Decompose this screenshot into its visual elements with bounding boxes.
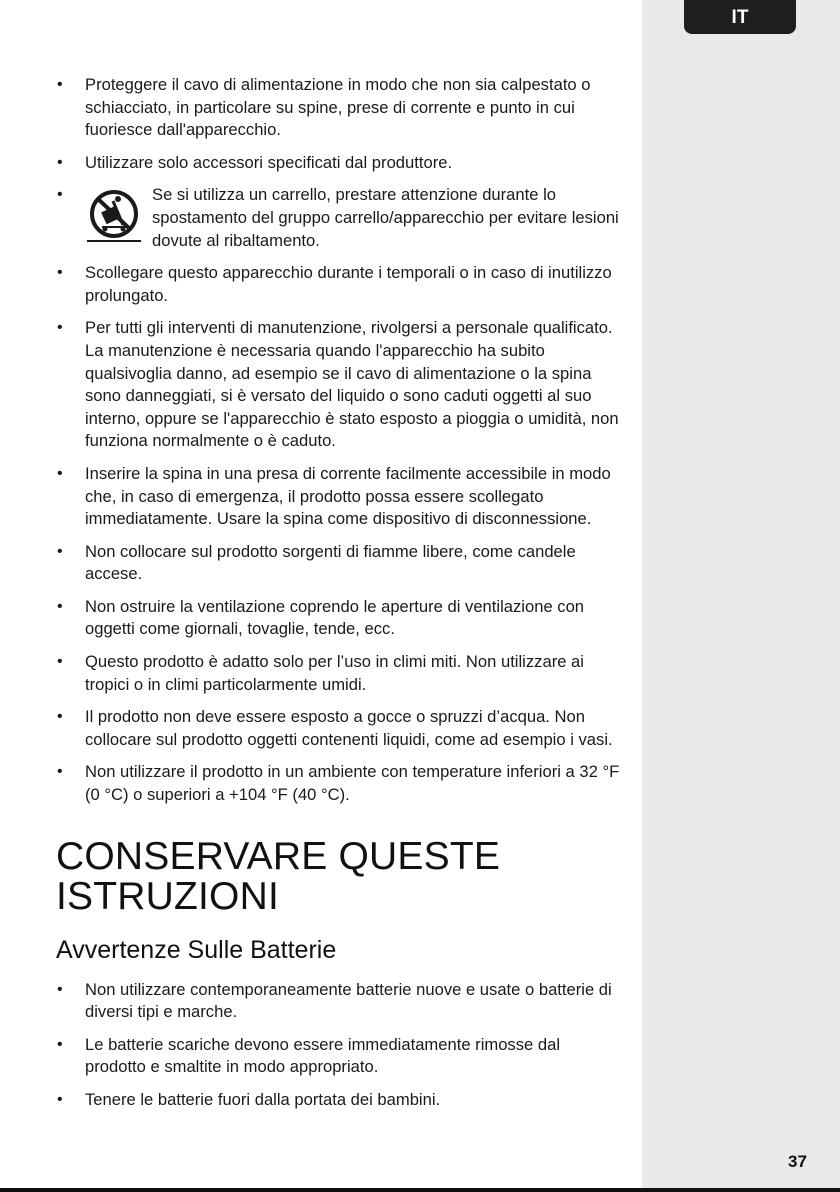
list-item: • Questo prodotto è adatto solo per l’uso in climi miti. Non utilizzare ai tropici o in climi particolarmente umidi. bbox=[57, 652, 584, 694]
battery-heading: Avvertenze Sulle Batterie bbox=[56, 935, 337, 964]
cart-warning-row: Se si utilizza un carrello, prestare attenzione durante lo spostamento del gruppo carrello/apparecchio per evitare lesioni dovute al ribaltamento. bbox=[85, 184, 624, 252]
bullet-icon: • bbox=[57, 153, 63, 171]
bullet-icon: • bbox=[57, 264, 63, 282]
list-item: • Il prodotto non deve essere esposto a gocce o spruzzi d’acqua. Non collocare sul prodotto oggetti contenenti liquidi, come ad esempio i vasi. bbox=[57, 707, 613, 749]
list-item: • Non utilizzare contemporaneamente batterie nuove e usate o batterie di diversi tipi e marche. bbox=[57, 979, 612, 1022]
bullet-icon: • bbox=[57, 542, 63, 560]
bullet-icon: • bbox=[57, 76, 63, 93]
list-item: • Proteggere il cavo di alimentazione in modo che non sia calpestato o schiacciato, in particolare su spine, prese di corrente e punto in cui fuoriesce dall'apparecchio. bbox=[57, 75, 591, 140]
bullet-icon: • bbox=[57, 763, 63, 781]
bullet-icon: • bbox=[57, 1035, 63, 1053]
main-heading-line2: ISTRUZIONI bbox=[56, 874, 279, 918]
bullet-icon: • bbox=[57, 464, 63, 482]
safety-list bbox=[56, 74, 624, 807]
main-heading-line1: CONSERVARE QUESTE bbox=[56, 834, 501, 878]
page-number: 37 bbox=[788, 1152, 807, 1171]
cart-tip-over-warning-icon bbox=[85, 187, 143, 245]
list-item: • Non collocare sul prodotto sorgenti di fiamme libere, come candele accese. bbox=[57, 541, 576, 584]
battery-list bbox=[56, 979, 624, 1112]
list-item: • Non utilizzare il prodotto in un ambiente con temperature inferiori a 32 °F (0 °C) o superiori a +104 °F (40 °C). bbox=[57, 762, 620, 805]
bottom-divider bbox=[0, 1188, 840, 1192]
bullet-icon: • bbox=[57, 708, 63, 726]
bullet-icon: • bbox=[57, 319, 63, 337]
page-content bbox=[56, 74, 624, 1122]
list-item: • Non ostruire la ventilazione coprendo le aperture di ventilazione con oggetti come giornali, tovaglie, tende, ecc. bbox=[57, 596, 585, 639]
list-item: • Per tutti gli interventi di manutenzione, rivolgersi a personale qualificato. La manutenzione è necessaria quando l'apparecchio ha subito qualsivoglia danno, ad esempio se il cavo di alimentazione o la spina sono danneggiati, si è versato del liquido o sono caduti oggetti al suo interno, oppure se l'apparecchio è stato esposto a pioggia o umidità, non funziona normalmente o è caduto. bbox=[57, 318, 619, 451]
bullet-icon: • bbox=[57, 597, 63, 615]
list-item: • Le batterie scariche devono essere immediatamente rimosse dal prodotto e smaltite in modo appropriato. bbox=[57, 1034, 561, 1077]
list-item: • Inserire la spina in una presa di corrente facilmente accessibile in modo che, in caso di emergenza, il prodotto possa essere scollegato immediatamente. Usare la spina come dispositivo di disconnessione. bbox=[57, 463, 611, 529]
list-item: • Tenere le batterie fuori dalla portata dei bambini. bbox=[56, 1089, 624, 1112]
bullet-icon: • bbox=[57, 186, 63, 204]
list-item bbox=[56, 184, 624, 252]
bullet-icon: • bbox=[57, 653, 63, 671]
list-item: • Utilizzare solo accessori specificati dal produttore. bbox=[56, 152, 624, 175]
bullet-icon: • bbox=[57, 1091, 63, 1108]
language-tab: IT bbox=[684, 0, 796, 34]
main-heading bbox=[56, 834, 624, 918]
bullet-icon: • bbox=[57, 980, 63, 998]
list-item: • Scollegare questo apparecchio durante i temporali o in caso di inutilizzo prolungato. bbox=[57, 263, 612, 305]
side-margin-panel bbox=[642, 0, 840, 1190]
